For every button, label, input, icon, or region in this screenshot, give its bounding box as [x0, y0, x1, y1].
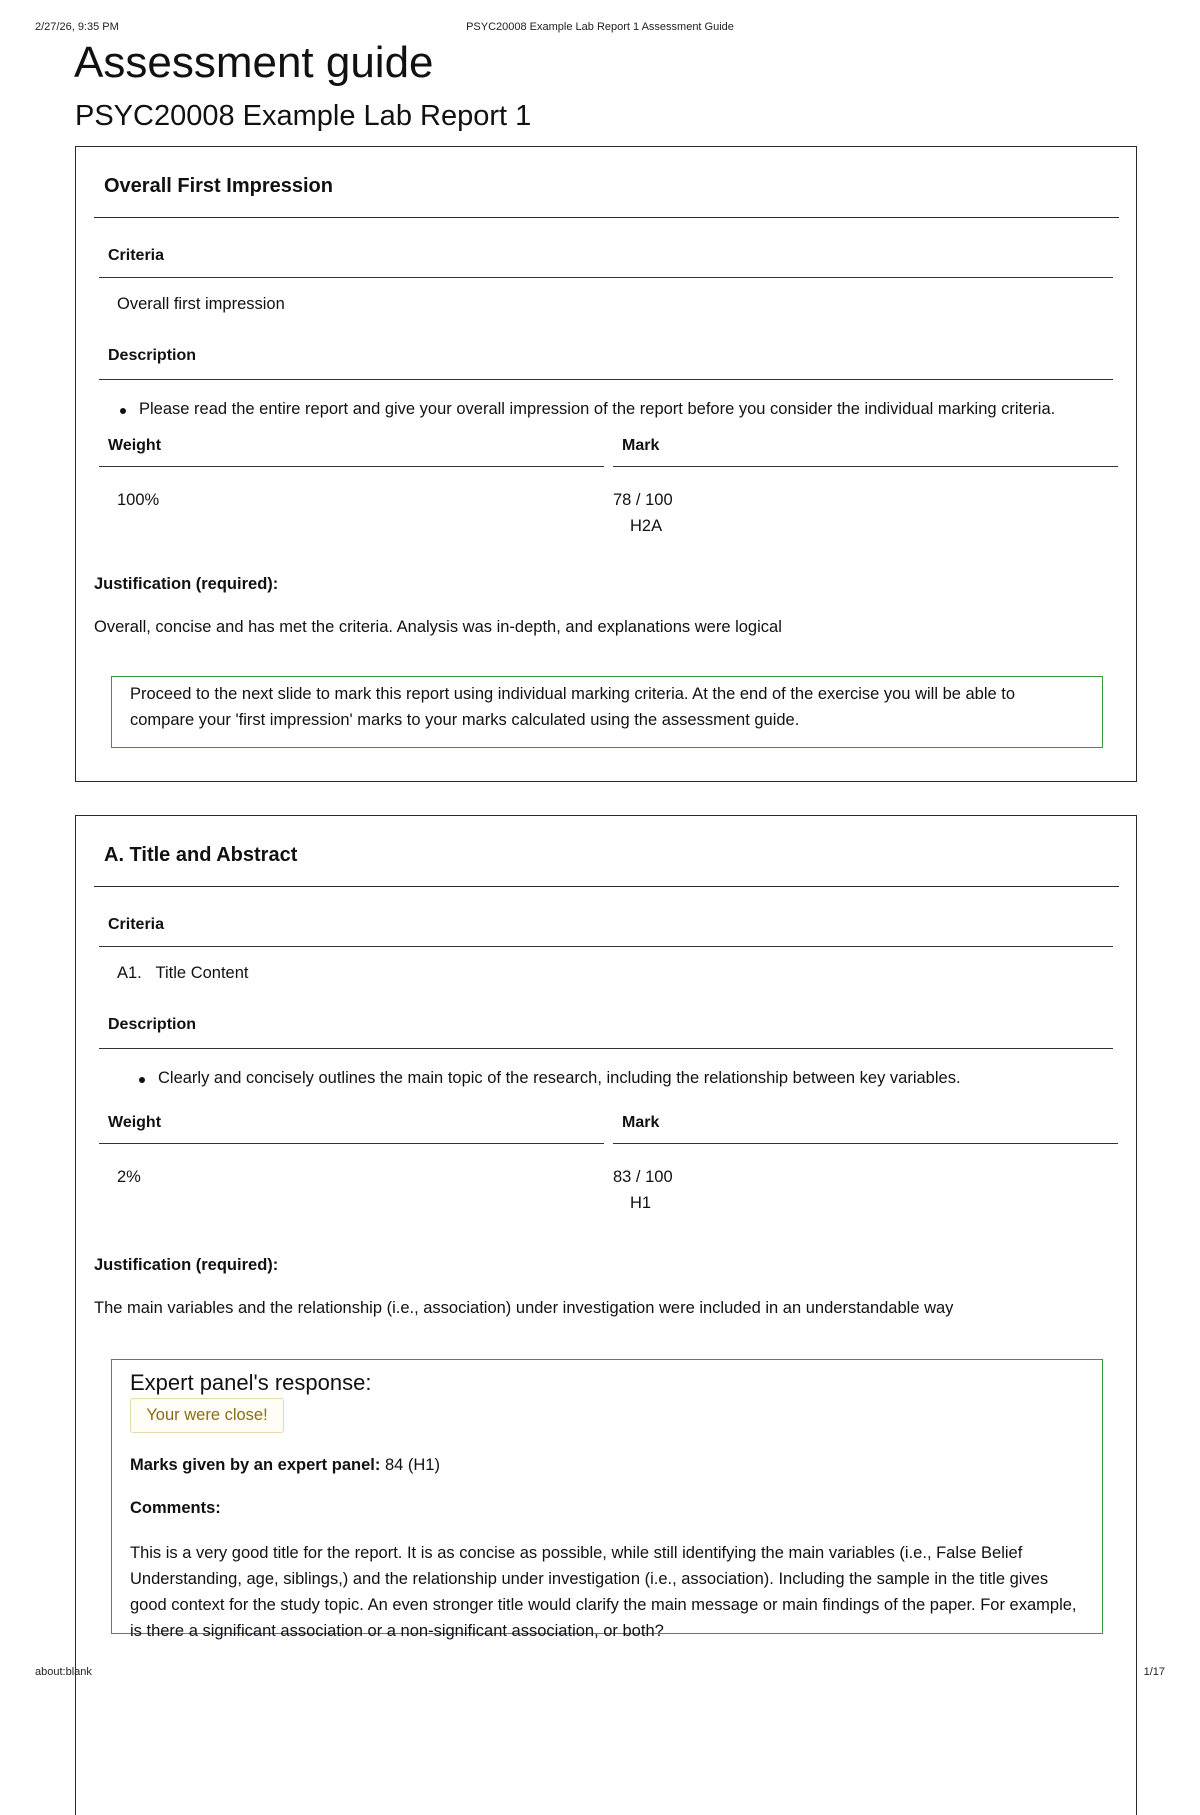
mark-label: Mark: [622, 1114, 660, 1131]
criteria-rule: [99, 946, 1113, 947]
mark-rule: [613, 466, 1118, 467]
section-title: Overall First Impression: [104, 175, 333, 197]
page-title: Assessment guide: [74, 38, 434, 87]
result-badge: Your were close!: [130, 1398, 284, 1433]
section-overall-first-impression: [75, 146, 1137, 782]
print-header: [35, 21, 1165, 37]
mark-grade: H1: [630, 1194, 652, 1212]
description-label: Description: [108, 347, 197, 364]
description-bullet: Please read the entire report and give your overall impression of the report before you consider the individual marking criteria.: [139, 400, 1056, 418]
expert-marks-value: 84 (H1): [384, 1456, 440, 1474]
criteria-value: Overall first impression: [117, 295, 285, 313]
weight-label: Weight: [108, 1114, 162, 1131]
proceed-note-text: Proceed to the next slide to mark this report using individual marking criteria. At the end of the exercise you will be able to compare your 'first impression' marks to your marks calculated using the assessment guide.: [130, 685, 1016, 729]
print-datetime: 2/27/26, 9:35 PM: [35, 21, 119, 33]
weight-rule: [99, 466, 604, 467]
mark-label: Mark: [622, 437, 660, 454]
weight-label: Weight: [108, 437, 162, 454]
print-footer: [35, 1666, 1165, 1682]
comments-text: This is a very good title for the report. It is as concise as possible, while still identifying the main variables (i.e., False Belief Understanding, age, siblings,) and the relationship under investigation (i.e., association). Including the sample in the title gives good context for the study topic. An even stronger title would clarify the main message or main findings of the paper. For example, is there a significant association or a non-significant association, or both?: [130, 1544, 1077, 1640]
mark-value: 83 / 100: [613, 1168, 673, 1186]
description-rule: [99, 379, 1113, 380]
justification-label: Justification (required):: [94, 1256, 279, 1274]
page-subtitle: PSYC20008 Example Lab Report 1: [75, 100, 532, 132]
mark-value: 78 / 100: [613, 491, 673, 509]
section-title-bar: [94, 816, 1119, 887]
weight-rule: [99, 1143, 604, 1144]
mark-rule: [613, 1143, 1118, 1144]
justification-text: The main variables and the relationship (i.e., association) under investigation were included in an understandable way: [94, 1299, 954, 1317]
weight-value: 2%: [117, 1168, 141, 1186]
criteria-label: Criteria: [108, 916, 165, 933]
description-bullet: Clearly and concisely outlines the main topic of the research, including the relationship between key variables.: [158, 1069, 961, 1087]
proceed-note: [111, 676, 1103, 748]
justification-text: Overall, concise and has met the criteria. Analysis was in-depth, and explanations were logical: [94, 618, 782, 636]
comments-label: Comments:: [130, 1499, 221, 1517]
expert-marks-label: Marks given by an expert panel:: [130, 1456, 381, 1474]
justification-label: Justification (required):: [94, 575, 279, 593]
criteria-number: A1.: [117, 964, 142, 982]
expert-panel-response: [111, 1359, 1103, 1640]
criteria-rule: [99, 277, 1113, 278]
print-doc-title: PSYC20008 Example Lab Report 1 Assessment Guide: [466, 21, 734, 33]
print-url: about:blank: [35, 1666, 92, 1678]
print-page-number: 1/17: [1143, 1666, 1165, 1678]
mark-grade: H2A: [630, 517, 663, 535]
section-title-and-abstract: [75, 815, 1137, 1815]
description-label: Description: [108, 1016, 197, 1033]
criteria-value: [117, 964, 248, 983]
expert-marks: [130, 1456, 440, 1475]
weight-value: 100%: [117, 491, 160, 509]
section-title-bar: [94, 147, 1119, 218]
description-rule: [99, 1048, 1113, 1049]
criteria-label: Criteria: [108, 247, 165, 264]
expert-heading: Expert panel's response:: [130, 1370, 372, 1395]
criteria-name: Title Content: [155, 964, 249, 982]
section-title: A. Title and Abstract: [104, 844, 298, 866]
